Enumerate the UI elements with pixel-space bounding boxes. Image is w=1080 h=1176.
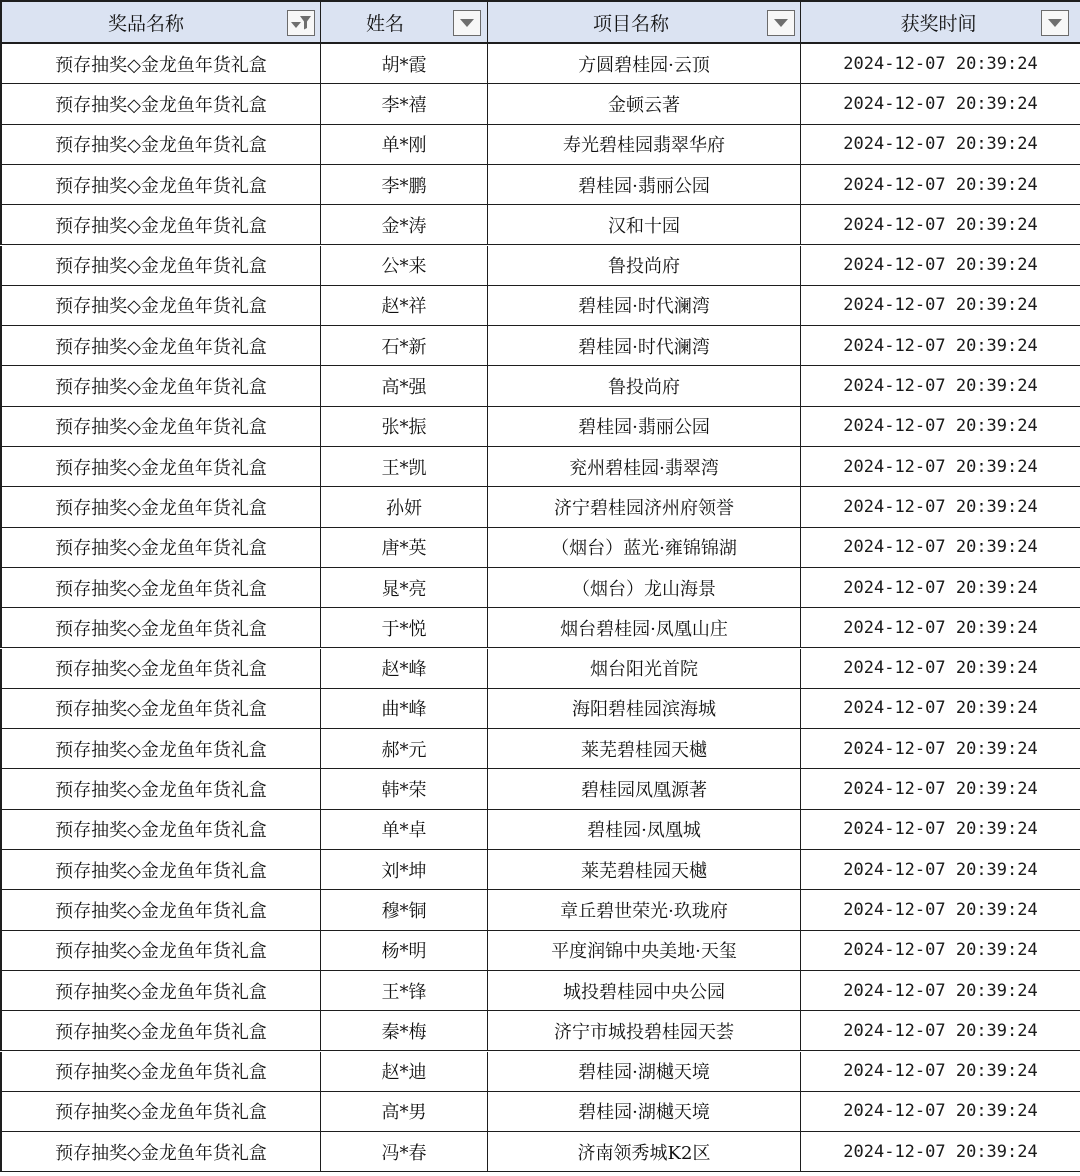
cell-text: 杨*明: [381, 941, 427, 963]
cell-text: 海阳碧桂园滨海城: [572, 699, 716, 721]
project-cell[interactable]: [488, 729, 801, 768]
cell-text: 2024-12-07 20:39:24: [843, 537, 1038, 558]
time-cell[interactable]: [801, 689, 1080, 728]
table-row: [0, 125, 1080, 165]
time-cell[interactable]: [801, 487, 1080, 526]
prize-cell[interactable]: [0, 407, 321, 446]
cell-text: 于*悦: [381, 618, 427, 640]
cell-text: 2024-12-07 20:39:24: [843, 1101, 1038, 1122]
cell-text: 莱芜碧桂园天樾: [581, 860, 707, 882]
prize-cell[interactable]: [0, 649, 321, 688]
time-cell[interactable]: [801, 246, 1080, 285]
prize-cell[interactable]: [0, 447, 321, 486]
time-cell[interactable]: [801, 44, 1080, 83]
name-cell[interactable]: [321, 84, 488, 123]
time-cell[interactable]: [801, 649, 1080, 688]
time-cell[interactable]: [801, 366, 1080, 405]
table-row: [0, 366, 1080, 406]
time-cell[interactable]: [801, 1052, 1080, 1091]
project-cell[interactable]: [488, 165, 801, 204]
time-cell[interactable]: [801, 125, 1080, 164]
cell-text: 孙妍: [386, 497, 422, 519]
cell-text: 2024-12-07 20:39:24: [843, 819, 1038, 840]
time-cell[interactable]: [801, 407, 1080, 446]
name-cell[interactable]: [321, 769, 488, 808]
project-cell[interactable]: [488, 44, 801, 83]
name-cell[interactable]: [321, 890, 488, 929]
name-cell[interactable]: [321, 1132, 488, 1171]
dropdown-arrow-icon[interactable]: [767, 10, 795, 36]
cell-text: 碧桂园·湖樾天境: [578, 1102, 710, 1124]
cell-text: 2024-12-07 20:39:24: [843, 93, 1038, 114]
prize-cell[interactable]: [0, 689, 321, 728]
table-row: [0, 971, 1080, 1011]
project-cell[interactable]: [488, 205, 801, 244]
cell-text: 预存抽奖◇金龙鱼年货礼盒: [55, 780, 267, 802]
cell-text: 预存抽奖◇金龙鱼年货礼盒: [55, 578, 267, 600]
cell-text: 2024-12-07 20:39:24: [843, 980, 1038, 1001]
name-cell[interactable]: [321, 1052, 488, 1091]
cell-text: 预存抽奖◇金龙鱼年货礼盒: [55, 94, 267, 116]
prize-cell[interactable]: [0, 246, 321, 285]
cell-text: 烟台阳光首院: [590, 659, 698, 681]
project-cell[interactable]: [488, 971, 801, 1010]
prize-cell[interactable]: [0, 528, 321, 567]
cell-text: 2024-12-07 20:39:24: [843, 496, 1038, 517]
cell-text: 赵*祥: [381, 296, 427, 318]
table-row: [0, 689, 1080, 729]
cell-text: 平度润锦中央美地·天玺: [551, 941, 737, 963]
cell-text: 预存抽奖◇金龙鱼年货礼盒: [55, 981, 267, 1003]
cell-text: 预存抽奖◇金龙鱼年货礼盒: [55, 175, 267, 197]
project-cell[interactable]: [488, 1052, 801, 1091]
time-cell[interactable]: [801, 1011, 1080, 1050]
name-cell[interactable]: [321, 44, 488, 83]
cell-text: 单*卓: [381, 820, 427, 842]
time-cell[interactable]: [801, 890, 1080, 929]
cell-text: 金顿云著: [608, 94, 680, 116]
project-cell[interactable]: [488, 366, 801, 405]
project-cell[interactable]: [488, 608, 801, 647]
cell-text: 2024-12-07 20:39:24: [843, 859, 1038, 880]
table-row: [0, 1092, 1080, 1132]
table-row: [0, 608, 1080, 648]
time-cell[interactable]: [801, 205, 1080, 244]
cell-text: 济南领秀城K2区: [577, 1142, 711, 1164]
cell-text: 碧桂园·时代澜湾: [578, 336, 710, 358]
table-row: [0, 769, 1080, 809]
cell-text: 胡*霞: [381, 54, 427, 76]
name-cell[interactable]: [321, 165, 488, 204]
project-cell[interactable]: [488, 84, 801, 123]
name-cell[interactable]: [321, 729, 488, 768]
cell-text: 郝*元: [381, 739, 427, 761]
cell-text: 2024-12-07 20:39:24: [843, 899, 1038, 920]
name-cell[interactable]: [321, 447, 488, 486]
time-cell[interactable]: [801, 1132, 1080, 1171]
cell-text: 鲁投尚府: [608, 377, 680, 399]
prize-cell[interactable]: [0, 850, 321, 889]
cell-text: 鲁投尚府: [608, 256, 680, 278]
cell-text: 预存抽奖◇金龙鱼年货礼盒: [55, 618, 267, 640]
cell-text: 2024-12-07 20:39:24: [843, 1141, 1038, 1162]
cell-text: 章丘碧世荣光·玖珑府: [560, 900, 728, 922]
prize-cell[interactable]: [0, 326, 321, 365]
table-row: [0, 1011, 1080, 1051]
column-header-name[interactable]: [321, 2, 488, 42]
cell-text: 预存抽奖◇金龙鱼年货礼盒: [55, 497, 267, 519]
cell-text: 赵*迪: [381, 1062, 427, 1084]
table-row: [0, 487, 1080, 527]
prize-cell[interactable]: [0, 1052, 321, 1091]
cell-text: 韩*荣: [381, 780, 427, 802]
time-cell[interactable]: [801, 810, 1080, 849]
table-row: [0, 407, 1080, 447]
cell-text: 预存抽奖◇金龙鱼年货礼盒: [55, 659, 267, 681]
cell-text: 2024-12-07 20:39:24: [843, 779, 1038, 800]
cell-text: 预存抽奖◇金龙鱼年货礼盒: [55, 941, 267, 963]
prize-cell[interactable]: [0, 769, 321, 808]
cell-text: 2024-12-07 20:39:24: [843, 134, 1038, 155]
cell-text: 预存抽奖◇金龙鱼年货礼盒: [55, 1142, 267, 1164]
cell-text: 高*强: [381, 377, 427, 399]
prize-cell[interactable]: [0, 84, 321, 123]
project-cell[interactable]: [488, 487, 801, 526]
cell-text: 莱芜碧桂园天樾: [581, 739, 707, 761]
table-row: [0, 1052, 1080, 1092]
cell-text: 高*男: [381, 1102, 427, 1124]
cell-text: 公*来: [381, 256, 427, 278]
table-row: [0, 890, 1080, 930]
prize-cell[interactable]: [0, 971, 321, 1010]
table-row: [0, 165, 1080, 205]
project-cell[interactable]: [488, 850, 801, 889]
cell-text: 碧桂园·翡丽公园: [578, 175, 710, 197]
cell-text: 预存抽奖◇金龙鱼年货礼盒: [55, 860, 267, 882]
project-cell[interactable]: [488, 447, 801, 486]
cell-text: 碧桂园凤凰源著: [581, 780, 707, 802]
cell-text: 张*振: [381, 417, 427, 439]
prize-cell[interactable]: [0, 608, 321, 647]
name-cell[interactable]: [321, 931, 488, 970]
cell-text: 2024-12-07 20:39:24: [843, 335, 1038, 356]
cell-text: 2024-12-07 20:39:24: [843, 1061, 1038, 1082]
cell-text: 2024-12-07 20:39:24: [843, 1020, 1038, 1041]
cell-text: 预存抽奖◇金龙鱼年货礼盒: [55, 1021, 267, 1043]
project-cell[interactable]: [488, 931, 801, 970]
cell-text: 唐*英: [381, 538, 427, 560]
table-row: [0, 326, 1080, 366]
cell-text: 预存抽奖◇金龙鱼年货礼盒: [55, 739, 267, 761]
cell-text: 预存抽奖◇金龙鱼年货礼盒: [55, 820, 267, 842]
cell-text: 2024-12-07 20:39:24: [843, 658, 1038, 679]
name-cell[interactable]: [321, 1092, 488, 1131]
header-row: [0, 0, 1080, 44]
cell-text: 城投碧桂园中央公园: [563, 981, 725, 1003]
prize-cell[interactable]: [0, 890, 321, 929]
project-cell[interactable]: [488, 1132, 801, 1171]
project-cell[interactable]: [488, 326, 801, 365]
name-cell[interactable]: [321, 246, 488, 285]
cell-text: 2024-12-07 20:39:24: [843, 577, 1038, 598]
time-cell[interactable]: [801, 850, 1080, 889]
column-header-label: 获奖时间: [900, 12, 977, 35]
cell-text: 预存抽奖◇金龙鱼年货礼盒: [55, 417, 267, 439]
time-cell[interactable]: [801, 528, 1080, 567]
cell-text: 单*刚: [381, 135, 427, 157]
name-cell[interactable]: [321, 326, 488, 365]
cell-text: 2024-12-07 20:39:24: [843, 940, 1038, 961]
time-cell[interactable]: [801, 729, 1080, 768]
prize-cell[interactable]: [0, 366, 321, 405]
cell-text: 济宁碧桂园济州府领誉: [554, 497, 734, 519]
project-cell[interactable]: [488, 125, 801, 164]
project-cell[interactable]: [488, 810, 801, 849]
table-row: [0, 810, 1080, 850]
cell-text: 兖州碧桂园·翡翠湾: [569, 457, 719, 479]
project-cell[interactable]: [488, 769, 801, 808]
name-cell[interactable]: [321, 487, 488, 526]
cell-text: 碧桂园·湖樾天境: [578, 1062, 710, 1084]
name-cell[interactable]: [321, 205, 488, 244]
cell-text: 碧桂园·翡丽公园: [578, 417, 710, 439]
table-row: [0, 447, 1080, 487]
cell-text: 寿光碧桂园翡翠华府: [563, 135, 725, 157]
time-cell[interactable]: [801, 447, 1080, 486]
cell-text: 预存抽奖◇金龙鱼年货礼盒: [55, 336, 267, 358]
cell-text: 2024-12-07 20:39:24: [843, 738, 1038, 759]
table-row: [0, 729, 1080, 769]
table-row: [0, 528, 1080, 568]
name-cell[interactable]: [321, 125, 488, 164]
time-cell[interactable]: [801, 931, 1080, 970]
cell-text: 2024-12-07 20:39:24: [843, 214, 1038, 235]
column-header-time[interactable]: [801, 2, 1080, 42]
project-cell[interactable]: [488, 649, 801, 688]
cell-text: 预存抽奖◇金龙鱼年货礼盒: [55, 296, 267, 318]
project-cell[interactable]: [488, 1092, 801, 1131]
column-header-label: 姓名: [365, 12, 404, 35]
time-cell[interactable]: [801, 326, 1080, 365]
cell-text: 穆*铜: [381, 900, 427, 922]
cell-text: 汉和十园: [608, 215, 680, 237]
time-cell[interactable]: [801, 84, 1080, 123]
time-cell[interactable]: [801, 286, 1080, 325]
table-row: [0, 205, 1080, 245]
time-cell[interactable]: [801, 568, 1080, 607]
filter-active-icon[interactable]: [287, 10, 315, 36]
cell-text: 王*锋: [381, 981, 427, 1003]
cell-text: 2024-12-07 20:39:24: [843, 174, 1038, 195]
table-row: [0, 286, 1080, 326]
project-cell[interactable]: [488, 1011, 801, 1050]
name-cell[interactable]: [321, 971, 488, 1010]
prize-cell[interactable]: [0, 205, 321, 244]
cell-text: （烟台）蓝光·雍锦锦湖: [551, 538, 737, 560]
dropdown-arrow-icon[interactable]: [453, 10, 481, 36]
prize-cell[interactable]: [0, 1092, 321, 1131]
time-cell[interactable]: [801, 971, 1080, 1010]
cell-text: 晁*亮: [381, 578, 427, 600]
name-cell[interactable]: [321, 649, 488, 688]
column-header-label: 项目名称: [592, 12, 669, 35]
cell-text: 冯*春: [381, 1142, 427, 1164]
column-header-project[interactable]: [488, 2, 801, 42]
time-cell[interactable]: [801, 1092, 1080, 1131]
prize-cell[interactable]: [0, 1132, 321, 1171]
table-row: [0, 649, 1080, 689]
cell-text: 2024-12-07 20:39:24: [843, 416, 1038, 437]
time-cell[interactable]: [801, 165, 1080, 204]
prize-cell[interactable]: [0, 44, 321, 83]
cell-text: 烟台碧桂园·凤凰山庄: [560, 618, 728, 640]
cell-text: （烟台）龙山海景: [572, 578, 716, 600]
project-cell[interactable]: [488, 689, 801, 728]
prize-cell[interactable]: [0, 487, 321, 526]
column-header-prize[interactable]: [0, 2, 321, 42]
cell-text: 预存抽奖◇金龙鱼年货礼盒: [55, 1062, 267, 1084]
cell-text: 2024-12-07 20:39:24: [843, 698, 1038, 719]
name-cell[interactable]: [321, 608, 488, 647]
cell-text: 预存抽奖◇金龙鱼年货礼盒: [55, 54, 267, 76]
cell-text: 济宁市城投碧桂园天荟: [554, 1021, 734, 1043]
time-cell[interactable]: [801, 608, 1080, 647]
cell-text: 金*涛: [381, 215, 427, 237]
cell-text: 李*鹏: [381, 175, 427, 197]
prize-cell[interactable]: [0, 286, 321, 325]
prize-cell[interactable]: [0, 729, 321, 768]
prize-cell[interactable]: [0, 165, 321, 204]
table-row: [0, 931, 1080, 971]
project-cell[interactable]: [488, 568, 801, 607]
cell-text: 方圆碧桂园·云顶: [578, 54, 710, 76]
cell-text: 李*禧: [381, 94, 427, 116]
table-row: [0, 246, 1080, 286]
dropdown-arrow-icon[interactable]: [1041, 10, 1069, 36]
cell-text: 预存抽奖◇金龙鱼年货礼盒: [55, 699, 267, 721]
cell-text: 预存抽奖◇金龙鱼年货礼盒: [55, 135, 267, 157]
prize-cell[interactable]: [0, 1011, 321, 1050]
cell-text: 刘*坤: [381, 860, 427, 882]
table-row: [0, 44, 1080, 84]
cell-text: 秦*梅: [381, 1021, 427, 1043]
prize-cell[interactable]: [0, 810, 321, 849]
prize-cell[interactable]: [0, 931, 321, 970]
cell-text: 碧桂园·时代澜湾: [578, 296, 710, 318]
table-row: [0, 1132, 1080, 1172]
cell-text: 碧桂园·凤凰城: [587, 820, 701, 842]
cell-text: 预存抽奖◇金龙鱼年货礼盒: [55, 1102, 267, 1124]
cell-text: 2024-12-07 20:39:24: [843, 295, 1038, 316]
project-cell[interactable]: [488, 890, 801, 929]
cell-text: 2024-12-07 20:39:24: [843, 456, 1038, 477]
name-cell[interactable]: [321, 850, 488, 889]
project-cell[interactable]: [488, 528, 801, 567]
table-row: [0, 850, 1080, 890]
column-header-label: 奖品名称: [107, 12, 184, 35]
name-cell[interactable]: [321, 528, 488, 567]
cell-text: 石*新: [381, 336, 427, 358]
cell-text: 曲*峰: [381, 699, 427, 721]
project-cell[interactable]: [488, 407, 801, 446]
cell-text: 预存抽奖◇金龙鱼年货礼盒: [55, 900, 267, 922]
time-cell[interactable]: [801, 769, 1080, 808]
cell-text: 王*凯: [381, 457, 427, 479]
cell-text: 2024-12-07 20:39:24: [843, 376, 1038, 397]
name-cell[interactable]: [321, 366, 488, 405]
name-cell[interactable]: [321, 810, 488, 849]
cell-text: 预存抽奖◇金龙鱼年货礼盒: [55, 215, 267, 237]
project-cell[interactable]: [488, 246, 801, 285]
cell-text: 预存抽奖◇金龙鱼年货礼盒: [55, 457, 267, 479]
cell-text: 2024-12-07 20:39:24: [843, 53, 1038, 74]
table-row: [0, 84, 1080, 124]
cell-text: 赵*峰: [381, 659, 427, 681]
cell-text: 预存抽奖◇金龙鱼年货礼盒: [55, 256, 267, 278]
name-cell[interactable]: [321, 568, 488, 607]
cell-text: 预存抽奖◇金龙鱼年货礼盒: [55, 377, 267, 399]
name-cell[interactable]: [321, 286, 488, 325]
project-cell[interactable]: [488, 286, 801, 325]
cell-text: 2024-12-07 20:39:24: [843, 617, 1038, 638]
prize-cell[interactable]: [0, 125, 321, 164]
cell-text: 2024-12-07 20:39:24: [843, 255, 1038, 276]
name-cell[interactable]: [321, 689, 488, 728]
cell-text: 预存抽奖◇金龙鱼年货礼盒: [55, 538, 267, 560]
name-cell[interactable]: [321, 1011, 488, 1050]
table-row: [0, 568, 1080, 608]
name-cell[interactable]: [321, 407, 488, 446]
prize-cell[interactable]: [0, 568, 321, 607]
